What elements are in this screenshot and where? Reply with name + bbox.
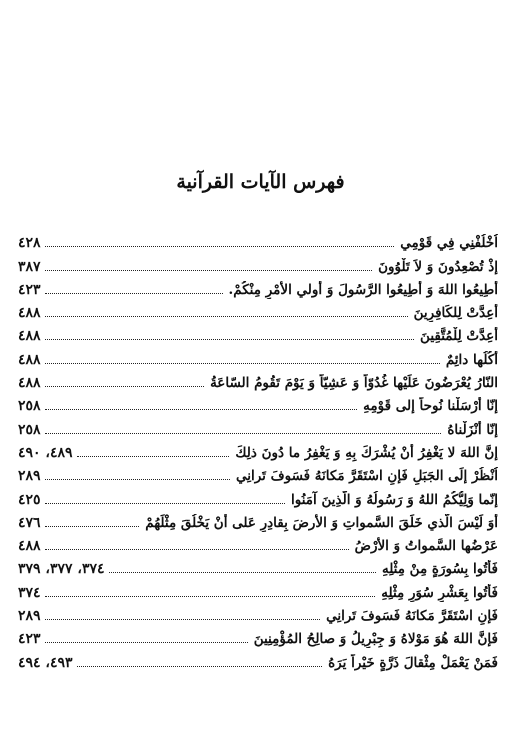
verse-text: إنّا أرْسَلْنا نُوحاً إلى قَوْمِهِ xyxy=(363,398,498,415)
page-numbers: ٤٩٣، ٤٩٤ xyxy=(18,654,73,671)
dot-leader xyxy=(45,549,349,550)
verse-text: النّارُ يُعْرَضُونَ عَلَيْها غُدُوّاً وَ عَشِيّاً وَ يَوْمَ تَقُومُ السّاعَةُ xyxy=(210,375,498,392)
dot-leader xyxy=(45,363,440,364)
page-numbers: ٤٨٨ xyxy=(18,538,41,555)
verse-text: إذْ تُصْعِدُونَ وَ لاَ تَلْوُونَ xyxy=(378,258,498,275)
dot-leader xyxy=(77,666,323,667)
verse-text: إنّا أنْزَلْناهُ xyxy=(447,421,498,438)
dot-leader xyxy=(45,339,414,340)
page-numbers: ٤٢٥ xyxy=(18,491,41,508)
page-numbers: ٢٨٩ xyxy=(18,608,41,625)
index-entry xyxy=(18,602,498,625)
dot-leader xyxy=(45,526,140,527)
page-numbers: ٢٥٨ xyxy=(18,398,41,415)
verse-text: أُعِدَّتْ لِلكَافِرِينَ xyxy=(413,305,498,322)
index-entry xyxy=(18,299,498,322)
index-entry xyxy=(18,345,498,368)
index-entry xyxy=(18,415,498,438)
dot-leader xyxy=(45,433,442,434)
verse-text: أُعِدَّتْ لِلْمُتَّقِينَ xyxy=(420,328,498,345)
verse-text: إنّما وَلِيُّكُمُ اللهُ وَ رَسُولُهُ وَ الّذِينَ آمَنُوا xyxy=(290,491,498,508)
verse-text: فَإنِ اسْتَقَرَّ مَكانَهُ فَسَوفَ تَرانِي xyxy=(326,608,498,625)
page-numbers: ٤٢٨ xyxy=(18,235,41,252)
dot-leader xyxy=(45,386,205,387)
index-entry xyxy=(18,229,498,252)
verse-text: فَإنَّ اللهَ هُوَ مَوْلاهُ وَ جِبْرِيلُ وَ صالِحُ المُؤْمِنِينَ xyxy=(253,631,498,648)
index-entry xyxy=(18,625,498,648)
dot-leader xyxy=(45,619,321,620)
index-entry xyxy=(18,555,498,578)
verse-text: أوَ لَيْسَ الّذي خَلَقَ السَّمواتِ وَ الأرضَ بِقادِرٍ عَلى أنْ يَخْلُقَ مِثْلَهُمْ xyxy=(145,514,498,531)
index-entry xyxy=(18,439,498,462)
page-numbers: ٤٨٩، ٤٩٠ xyxy=(18,444,73,461)
verse-text: فَأْتُوا بِسُورَةٍ مِنْ مِثْلِهِ xyxy=(381,561,498,578)
page-numbers: ٤٧٦ xyxy=(18,514,41,531)
verse-text: إنَّ اللهَ لا يَغْفِرُ أنْ يُشْرَكَ بِهِ وَ يَغْفِرُ ما دُونَ ذلِكَ xyxy=(235,444,498,461)
dot-leader xyxy=(45,270,373,271)
verse-text: أُكُلُها دائِمٌ xyxy=(445,351,498,368)
index-entry xyxy=(18,485,498,508)
index-entry xyxy=(18,392,498,415)
dot-leader xyxy=(109,572,376,573)
dot-leader xyxy=(45,246,395,247)
verse-text: فَمَنْ يَعْمَلْ مِثْقالَ ذَرَّةٍ خَيْراً يَرَهُ xyxy=(328,654,498,671)
page-numbers: ٤٢٣ xyxy=(18,281,41,298)
verse-text: فَأْتُوا بِعَشْرِ سُوَرٍ مِثْلِهِ xyxy=(381,584,498,601)
page-numbers: ٤٨٨ xyxy=(18,328,41,345)
page-numbers: ٤٨٨ xyxy=(18,351,41,368)
index-entry xyxy=(18,252,498,275)
index-entry xyxy=(18,322,498,345)
verse-text: أطِيعُوا اللهَ وَ أطِيعُوا الرَّسُولَ وَ أُولي الأمْرِ مِنْكُمْ. xyxy=(228,281,498,298)
dot-leader xyxy=(77,456,230,457)
page-numbers: ٤٨٨ xyxy=(18,305,41,322)
page-title: فهرس الآيات القرآنية xyxy=(176,171,345,193)
page-numbers: ٤٢٣ xyxy=(18,631,41,648)
dot-leader xyxy=(45,316,408,317)
verse-text: اُنْظُرْ إلَى الجَبَلِ فَإنِ اسْتَقَرَّ مَكانَهُ فَسَوفَ تَرانِي xyxy=(235,468,498,485)
index-entry xyxy=(18,509,498,532)
page-numbers: ٣٧٤ xyxy=(18,584,41,601)
dot-leader xyxy=(45,642,248,643)
dot-leader xyxy=(45,479,230,480)
index-entry xyxy=(18,276,498,299)
index-entry xyxy=(18,462,498,485)
page-numbers: ٢٥٨ xyxy=(18,421,41,438)
page-numbers: ٢٨٩ xyxy=(18,468,41,485)
verse-index-list xyxy=(18,229,498,672)
verse-text: عَرْضُها السَّمواتُ وَ الأرْضُ xyxy=(354,538,498,555)
verse-text: اُخْلُفْنِي فِي قَوْمِي xyxy=(400,235,498,252)
page-numbers: ٣٨٧ xyxy=(18,258,41,275)
index-entry xyxy=(18,532,498,555)
index-entry xyxy=(18,648,498,671)
page-numbers: ٤٨٨ xyxy=(18,375,41,392)
dot-leader xyxy=(45,503,285,504)
dot-leader xyxy=(45,293,223,294)
page-numbers: ٣٧٤، ٣٧٧، ٣٧٩ xyxy=(18,561,105,578)
index-entry xyxy=(18,369,498,392)
dot-leader xyxy=(45,596,376,597)
dot-leader xyxy=(45,409,358,410)
index-entry xyxy=(18,578,498,601)
